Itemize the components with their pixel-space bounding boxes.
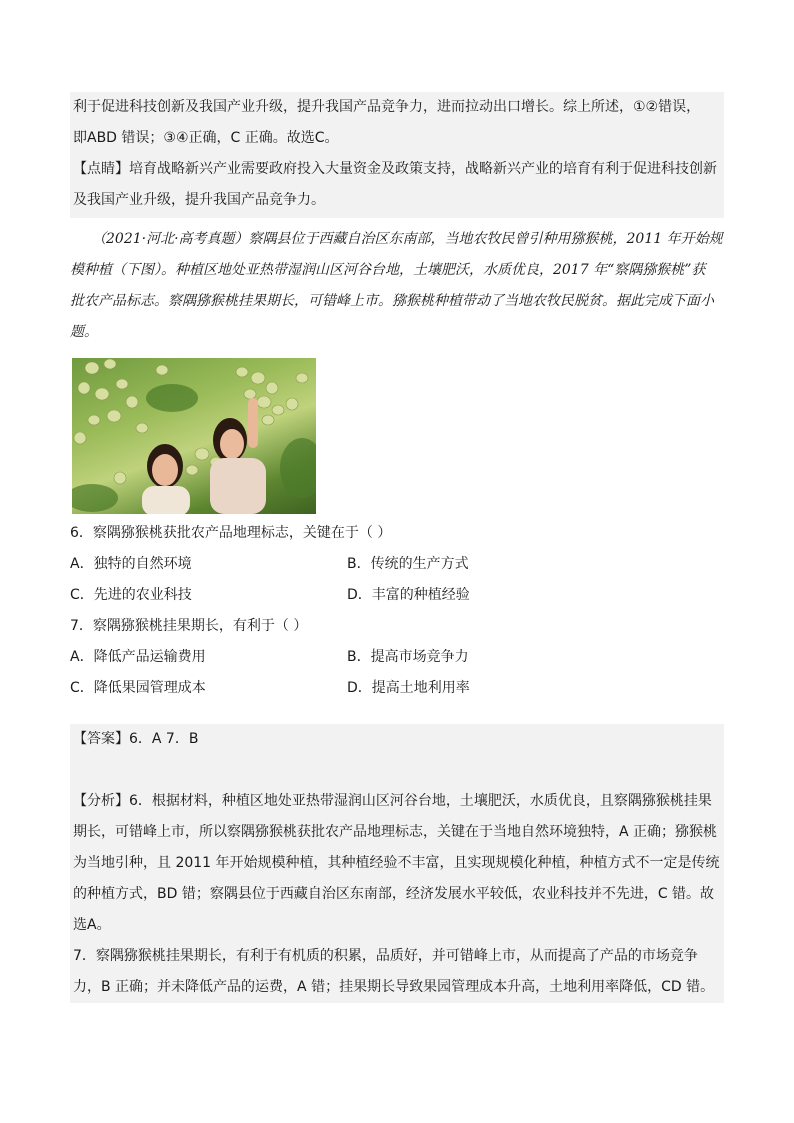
option-6d: D．丰富的种植经验 — [347, 587, 470, 603]
summary-block — [70, 92, 724, 218]
summary-line: 即ABD 错误；③④正确，C 正确。故选C。 — [73, 130, 339, 146]
answer-line: 【答案】6．A 7．B — [73, 731, 199, 747]
intro-line: 批农产品标志。察隅猕猴桃挂果期长，可错峰上市。猕猴桃种植带动了当地农牧民脱贫。据此完成下面小 — [70, 293, 714, 309]
question-6-options-row-2 — [70, 580, 724, 611]
summary-line: 利于促进科技创新及我国产业升级，提升我国产品竞争力，进而拉动出口增长。综上所述，①②错误， — [73, 99, 701, 115]
option-6c: C．先进的农业科技 — [70, 587, 192, 603]
kiwifruit-photo — [72, 358, 316, 514]
document-page — [70, 92, 724, 1003]
question-6-options-row-1 — [70, 549, 724, 580]
summary-line: 及我国产业升级，提升我国产品竞争力。 — [73, 192, 325, 208]
analysis-line: 期长，可错峰上市，所以察隅猕猴桃获批农产品地理标志，关键在于当地自然环境独特，A 正确；猕猴桃 — [73, 824, 718, 840]
question-7-options-row-1 — [70, 642, 724, 673]
kiwifruit-photo-art — [72, 358, 316, 514]
spacer — [70, 755, 724, 786]
option-7a: A．降低产品运输费用 — [70, 649, 206, 665]
answer-analysis-block — [70, 724, 724, 1003]
analysis-line: 选A。 — [73, 917, 111, 933]
question-7-stem: 7．察隅猕猴桃挂果期长，有利于（ ） — [70, 618, 308, 634]
option-6b: B．传统的生产方式 — [347, 556, 469, 572]
analysis-line: 力，B 正确；并未降低产品的运费，A 错；挂果期长导致果园管理成本升高，土地利用率降低，CD 错。 — [73, 979, 715, 995]
analysis-line: 的种植方式，BD 错；察隅县位于西藏自治区东南部，经济发展水平较低，农业科技并不先进，C 错。故 — [73, 886, 715, 902]
option-7b: B．提高市场竞争力 — [347, 649, 469, 665]
analysis-line: 为当地引种，且 2011 年开始规模种植，其种植经验不丰富，且实现规模化种植，种植方式不一定是传统 — [73, 855, 720, 871]
question-6-stem: 6．察隅猕猴桃获批农产品地理标志，关键在于（ ） — [70, 525, 392, 541]
option-6a: A．独特的自然环境 — [70, 556, 192, 572]
summary-line: 【点睛】培育战略新兴产业需要政府投入大量资金及政策支持，战略新兴产业的培育有利于促进科技创新 — [73, 161, 717, 177]
intro-line: （2021·河北·高考真题）察隅县位于西藏自治区东南部，当地农牧民曾引种用猕猴桃，2011 年开始规 — [92, 231, 723, 247]
intro-line: 模种植（下图）。种植区地处亚热带湿润山区河谷台地，土壤肥沃，水质优良，2017 年“察隅猕猴桃”获 — [70, 262, 706, 278]
option-7d: D．提高土地利用率 — [347, 680, 470, 696]
intro-line: 题。 — [70, 324, 98, 340]
questions-block — [70, 518, 724, 704]
option-7c: C．降低果园管理成本 — [70, 680, 206, 696]
analysis-line: 7．察隅猕猴桃挂果期长，有利于有机质的积累，品质好，并可错峰上市，从而提高了产品的市场竞争 — [73, 948, 698, 964]
question-intro — [70, 224, 724, 348]
analysis-line: 【分析】6．根据材料，种植区地处亚热带湿润山区河谷台地，土壤肥沃，水质优良，且察隅猕猴桃挂果 — [73, 793, 712, 809]
question-7-options-row-2 — [70, 673, 724, 704]
